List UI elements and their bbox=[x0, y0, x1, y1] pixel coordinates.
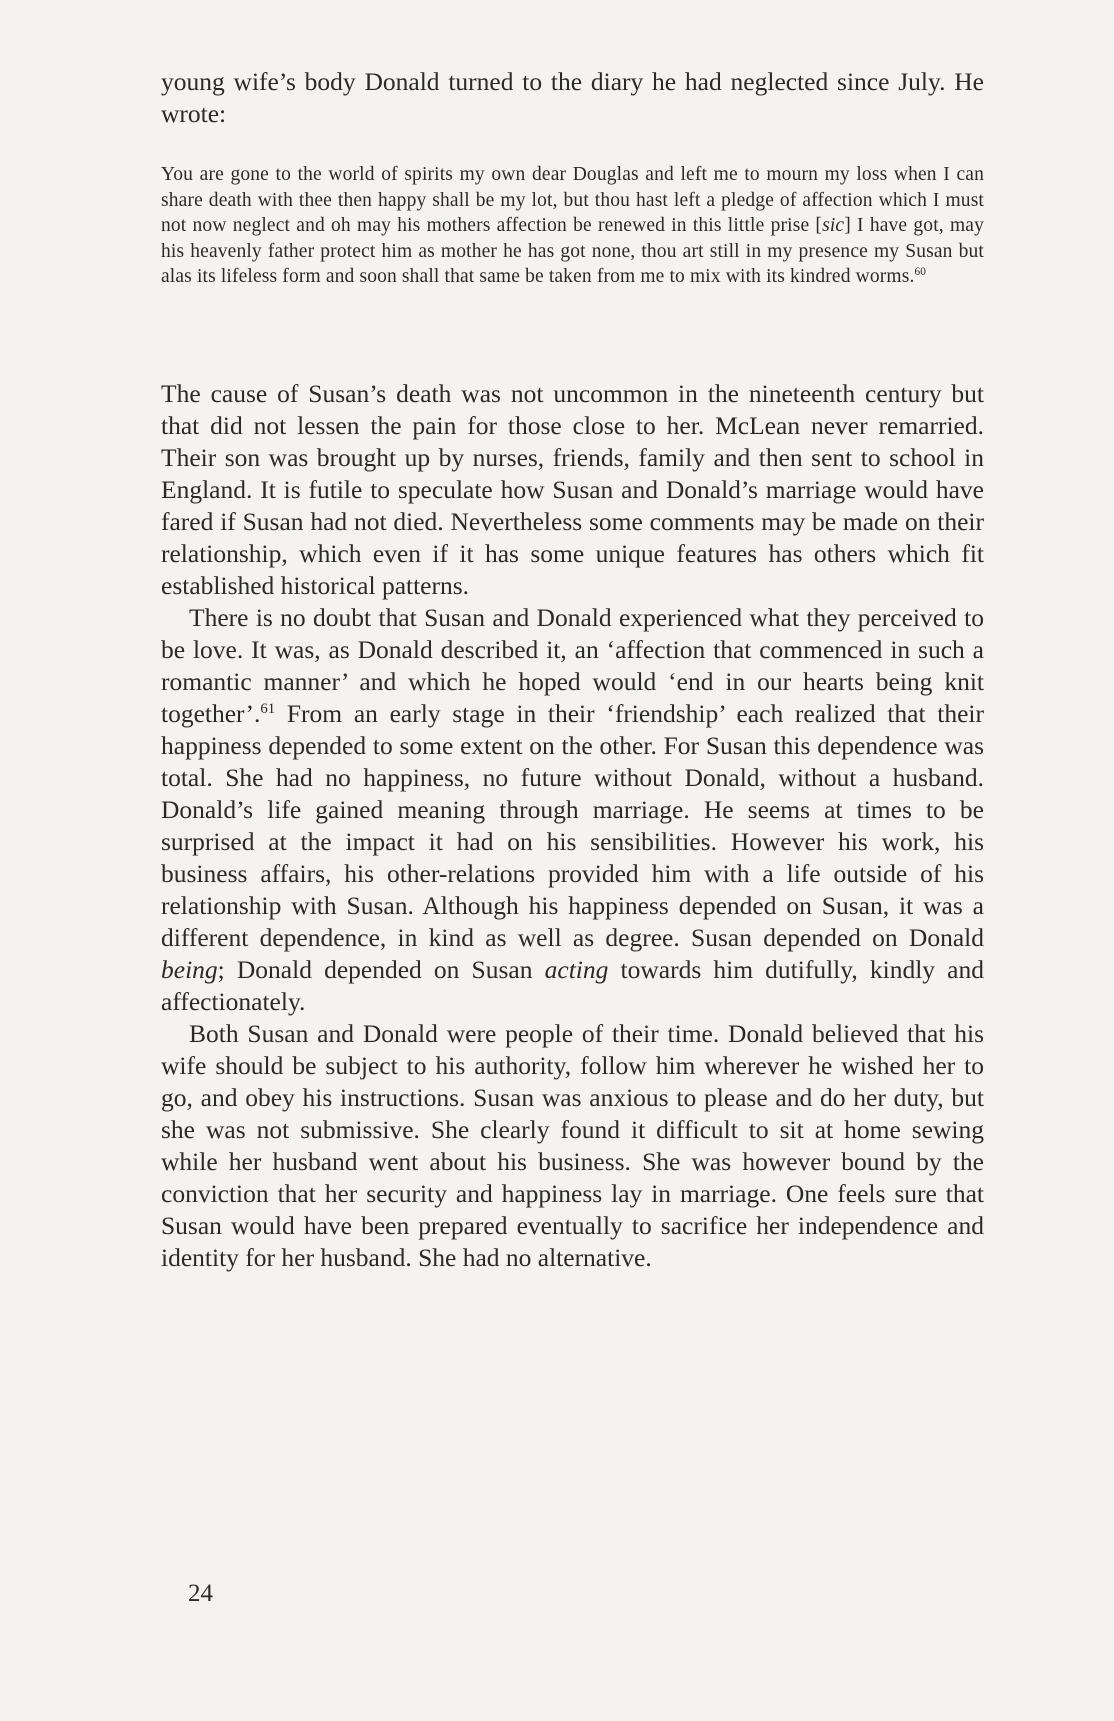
paragraph-people-of-their-time: Both Susan and Donald were people of their time. Donald believed that his wife should be subject to his authority, follow him wherever he wished her to go, and obey his instructions. Susan was anxious to please and do her duty, but she was not submissive. She clearly found it difficult to sit at home sewing while her husband went about his business. She was however bound by the conviction that her security and happiness lay in marriage. One feels sure that Susan would have been prepared eventually to sacrifice her independence and identity for her husband. She had no alternative. bbox=[161, 1019, 984, 1272]
paragraph-love-part-3: ; Donald depended on Susan bbox=[217, 955, 545, 984]
quotation-text bbox=[161, 162, 984, 290]
emphasis-being: being bbox=[161, 955, 218, 984]
paragraph-love bbox=[161, 602, 984, 1018]
intro-paragraph bbox=[161, 66, 984, 130]
emphasis-acting: acting bbox=[544, 955, 609, 984]
paragraph-love-part-2: From an early stage in their ‘friendship’ each realized that their happiness depended to some extent on the other. For Susan this dependence was total. She had no happiness, no future without Donald, without a husband. Donald’s life gained meaning through marriage. He seems at times to be surprised at the impact it had on his sensibilities. However his work, his business affairs, his other-relations provided him with a life outside of his relationship with Susan. Although his happiness depended on Susan, it was a different dependence, in kind as well as degree. Susan depended on Donald bbox=[161, 699, 984, 952]
footnote-ref-60: 60 bbox=[914, 266, 927, 279]
body-text bbox=[161, 378, 984, 1274]
paragraph-love-part-4: towards him dutifully, kindly and affectionately. bbox=[161, 955, 984, 1016]
footnote-ref-61: 61 bbox=[260, 701, 276, 718]
paragraph-love-part-1: There is no doubt that Susan and Donald experienced what they perceived to be love. It was, as Donald described it, an ‘affection that commenced in such a romantic manner’ and which he hoped would ‘end in our hearts being knit together’. bbox=[161, 603, 984, 728]
paragraph-susan-death: The cause of Susan’s death was not uncommon in the nineteenth century but that did not lessen the pain for those close to her. McLean never remarried. Their son was brought up by nurses, friends, family and then sent to school in England. It is futile to speculate how Susan and Donald’s marriage would have fared if Susan had not died. Nevertheless some comments may be made on their relationship, which even if it has some unique features has others which fit established historical patterns. bbox=[161, 379, 984, 600]
diary-quotation bbox=[161, 162, 984, 290]
quotation-text-part-2: ] I have got, may his heavenly father protect him as mother he has got none, thou art still in my presence my Susan but alas its lifeless form and soon shall that same be taken from me to mix with its kindred worms. bbox=[161, 215, 984, 288]
quotation-text-part-1: You are gone to the world of spirits my own dear Douglas and left me to mourn my loss when I can share death with thee then happy shall be my lot, but thou hast left a pledge of affection which I must not now neglect and oh may his mothers affection be renewed in this little prise [ bbox=[161, 164, 984, 237]
intro-text: young wife’s body Donald turned to the diary he had neglected since July. He wrote: bbox=[161, 67, 984, 128]
sic-marker: sic bbox=[822, 215, 845, 237]
page-number: 24 bbox=[188, 1580, 213, 1607]
